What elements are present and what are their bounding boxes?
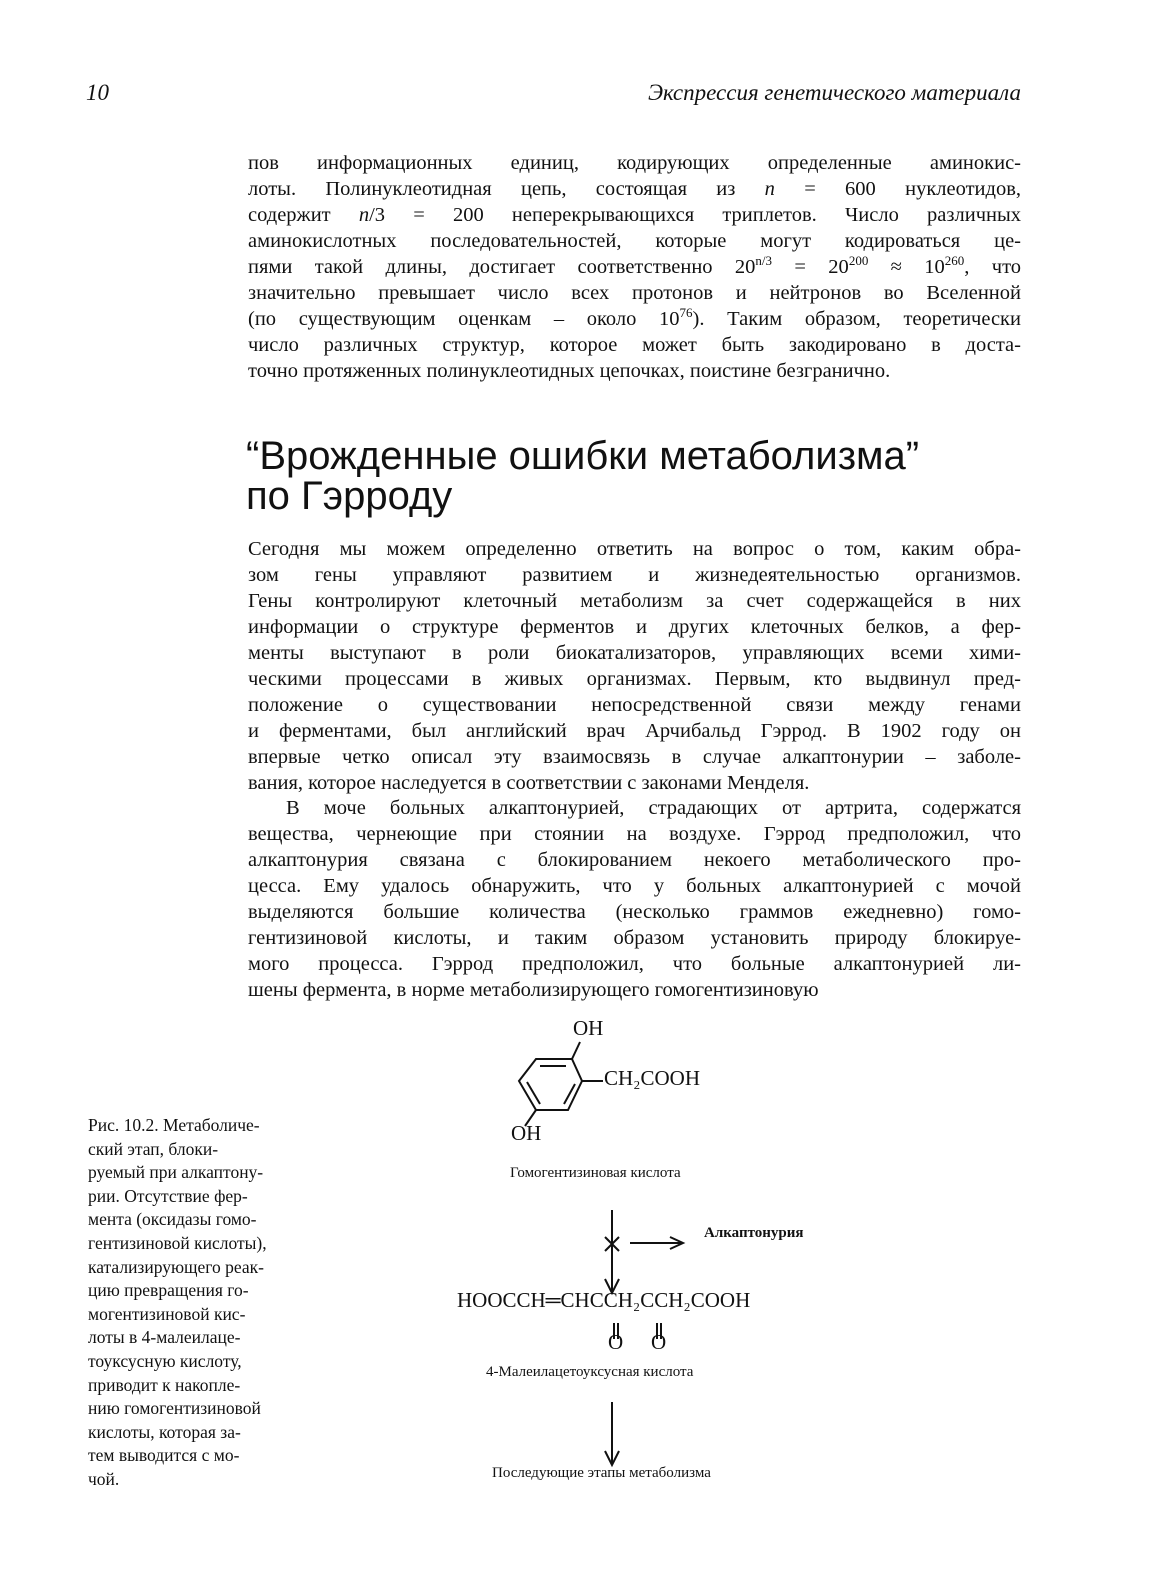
text-line: зом гены управляют развитием и жизнедеятельностью организмов. (248, 564, 1021, 586)
caption-line: тоуксусную кислоту, (88, 1350, 242, 1371)
caption-line: катализирующего реак- (88, 1256, 264, 1277)
caption-line: ский этап, блоки- (88, 1138, 219, 1159)
superscript: 76 (679, 305, 693, 321)
oxygen-1: O (608, 1330, 624, 1354)
text-segment: пями такой длины, достигает соответственно 20 (248, 256, 756, 278)
text-segment: аминокислотных последовательностей, которые могут кодироваться це- (248, 230, 1021, 252)
caption-line: мента (оксидазы гомо- (88, 1209, 257, 1230)
text-line: Гены контролируют клеточный метаболизм за счет содержащейся в них (248, 590, 1021, 612)
text-segment: = 20 (772, 256, 849, 278)
compound-label-homogentisic: Гомогентизиновая кислота (510, 1165, 681, 1181)
text-line: мого процесса. Гэррод предположил, что больные алкаптонурией ли- (248, 953, 1021, 975)
text-line: цесса. Ему удалось обнаружить, что у больных алкаптонурией с мочой (248, 875, 1021, 897)
text-line: шены фермента, в норме метаболизирующего гомогентизиновую (248, 979, 819, 1001)
text-segment: ≈ 10 (868, 256, 945, 278)
running-title: Экспрессия генетического материала (647, 80, 1021, 105)
text-segment: (по существующим оценкам – около 10 (248, 308, 680, 330)
text-line: вещества, чернеющие при стоянии на воздухе. Гэррод предположил, что (248, 823, 1021, 845)
superscript: 200 (848, 253, 869, 269)
text-line: впервые четко описал эту взаимосвязь в случае алкаптонурии – заболе- (248, 746, 1021, 768)
text-line: и ферментами, был английский врач Арчибальд Гэррод. В 1902 году он (248, 720, 1021, 742)
caption-line: лоты в 4-малеилаце- (88, 1327, 241, 1348)
text-segment: лоты. Полинуклеотидная цепь, состоящая из (248, 178, 765, 200)
text-line: выделяются большие количества (несколько граммов ежедневно) гомо- (248, 901, 1021, 923)
section-heading-line: по Гэрроду (246, 474, 453, 518)
text-segment: = 600 нуклеотидов, (774, 178, 1021, 200)
page-number: 10 (86, 80, 109, 105)
text-segment: содержит (248, 204, 359, 226)
text-line: менты выступают в роли биокатализаторов, управляющих всеми хими- (248, 642, 1021, 664)
text-line: В моче больных алкаптонурией, страдающих от артрита, содержатся (286, 797, 1021, 819)
text-segment: точно протяженных полинуклеотидных цепочках, поистине безгранично. (248, 360, 891, 382)
compound-label-maleylacetoacetate: 4-Малеилацетоуксусная кислота (486, 1364, 694, 1380)
text-segment: /3 = 200 неперекрывающихся триплетов. Число различных (369, 204, 1021, 226)
text-line: вания, которое наследуется в соответствии с законами Менделя. (248, 772, 810, 794)
caption-line: Рис. 10.2. Метаболиче- (88, 1115, 260, 1135)
math-variable: n (764, 178, 775, 200)
text-line: гентизиновой кислоты, и таким образом установить природу блокируе- (248, 927, 1021, 949)
block-label-alkaptonuria: Алкаптонурия (704, 1225, 804, 1241)
text-line: ческими процессами в живых организмах. Первым, кто выдвинул пред- (248, 668, 1021, 690)
hydroxyl-bottom: OH (511, 1121, 542, 1145)
caption-line: чой. (88, 1468, 120, 1489)
text-segment: пов информационных единиц, кодирующих определенные аминокис- (248, 152, 1021, 174)
caption-line: цию превращения го- (88, 1280, 249, 1301)
section-heading-line: “Врожденные ошибки метаболизма” (246, 434, 920, 478)
superscript: 260 (944, 253, 965, 269)
benzene-ring (519, 1042, 603, 1126)
text-segment: число различных структур, которое может быть закодировано в доста- (248, 334, 1021, 356)
caption-line: рии. Отсутствие фер- (88, 1185, 248, 1206)
text-line: информации о структуре ферментов и других клеточных белков, а фер- (248, 616, 1021, 638)
text-segment: , что (964, 256, 1022, 278)
caption-line: могентизиновой кис- (88, 1303, 246, 1324)
next-steps-label: Последующие этапы метаболизма (492, 1465, 711, 1481)
side-chain: CH₂COOH (604, 1066, 700, 1090)
text-line: алкаптонурия связана с блокированием некоего метаболического про- (248, 849, 1021, 871)
formula-maleylacetoacetate: HOOCCH═CHCCH₂CCH₂COOH (457, 1288, 751, 1312)
hydroxyl-top: OH (573, 1016, 604, 1040)
text-segment: ). Таким образом, теоретически (692, 308, 1021, 330)
superscript: n/3 (755, 253, 773, 269)
oxygen-2: O (651, 1330, 667, 1354)
text-line: положение о существовании непосредственной связи между генами (248, 694, 1021, 716)
text-segment: значительно превышает число всех протонов и нейтронов во Вселенной (248, 282, 1021, 304)
math-variable: n (358, 204, 370, 226)
caption-line: гентизиновой кислоты), (88, 1232, 267, 1253)
caption-line: приводит к накопле- (88, 1374, 241, 1395)
caption-line: тем выводится с мо- (88, 1445, 240, 1466)
caption-line: кислоты, которая за- (88, 1421, 241, 1442)
caption-line: руемый при алкаптону- (88, 1162, 264, 1183)
caption-line: нию гомогентизиновой (88, 1398, 261, 1419)
text-line: Сегодня мы можем определенно ответить на вопрос о том, каким обра- (248, 538, 1021, 560)
